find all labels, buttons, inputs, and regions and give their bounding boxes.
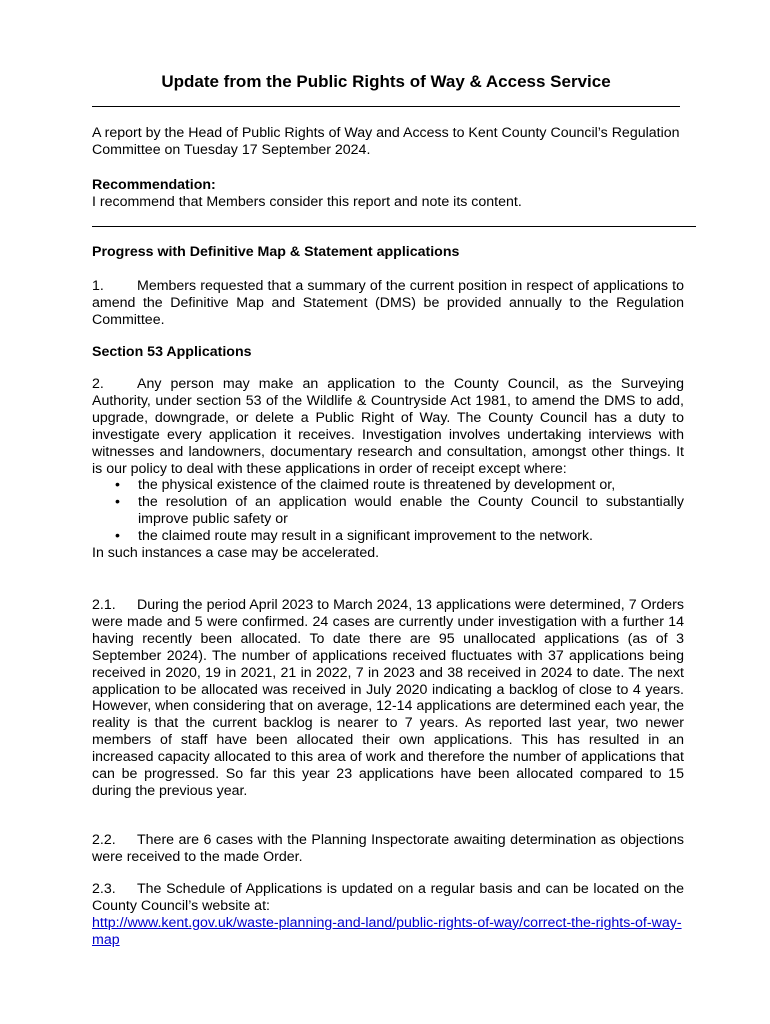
list-item: • the resolution of an application would enable the County Council to substantially improve public safety or (115, 494, 684, 528)
paragraph-text: The Schedule of Applications is updated on a regular basis and can be located on the County Council’s website at: (92, 881, 684, 914)
bullet-icon: • (115, 528, 120, 545)
paragraph-2-3-body (92, 881, 684, 915)
recommendation-divider (92, 226, 696, 227)
paragraph-2 (92, 376, 684, 562)
title-divider (92, 106, 680, 107)
section-heading-progress: Progress with Definitive Map & Statement applications (92, 244, 460, 260)
paragraph-text: There are 6 cases with the Planning Inspectorate awaiting determination as objections were received to the made Order. (92, 832, 684, 865)
bullet-icon: • (115, 494, 120, 511)
section-heading-section-53: Section 53 Applications (92, 344, 252, 360)
paragraph-text: Any person may make an application to the County Council, as the Surveying Authority, under section 53 of the Wildlife & Countryside Act 1981, to amend the DMS to add, upgrade, downgrade, or delete a Public Right of Way. The County Council has a duty to investigate every application it receives. Investigation involves undertaking interviews with witnesses and landowners, documentary research and consultation, amongst other things. It is our policy to deal with these applications in order of receipt except where: (92, 376, 684, 477)
paragraph-1 (92, 278, 684, 329)
paragraph-number: 2. (92, 376, 104, 392)
page-title: Update from the Public Rights of Way & Access Service (161, 72, 611, 91)
bullet-icon: • (115, 477, 120, 494)
paragraph-text: Members requested that a summary of the current position in respect of applications to amend the Definitive Map and Statement (DMS) be provided annually to the Regulation Committee. (92, 278, 684, 328)
paragraph-text: During the period April 2023 to March 2024, 13 applications were determined, 7 Orders were made and 5 were confirmed. 24 cases are currently under investigation with a further 14 having recently been allocated. To date there are 95 unallocated applications (as of 3 September 2024). The number of applications received fluctuates with 37 applications being received in 2020, 19 in 2021, 21 in 2022, 7 in 2023 and 38 received in 2024 to date. The next application to be allocated was received in July 2020 indicating a backlog of close to 4 years. However, when considering that on average, 12-14 applications are determined each year, the reality is that the current backlog is nearer to 7 years. As reported last year, two newer members of staff have been allocated their own applications. This has resulted in an increased capacity allocated to this area of work and therefore the number of applications that can be progressed. So far this year 23 applications have been allocated compared to 15 during the previous year. (92, 597, 684, 799)
paragraph-2-1 (92, 597, 684, 800)
recommendation-text: I recommend that Members consider this report and note its content. (92, 193, 522, 210)
paragraph-number: 2.2. (92, 832, 116, 848)
paragraph-2-body (92, 376, 684, 477)
list-item: • the physical existence of the claimed route is threatened by development or, (115, 477, 616, 494)
list-item: • the claimed route may result in a significant improvement to the network. (115, 528, 593, 545)
paragraph-2-2 (92, 832, 684, 866)
schedule-of-applications-link[interactable]: http://www.kent.gov.uk/waste-planning-and-land/public-rights-of-way/correct-the-rights-of-way-map (92, 914, 682, 948)
paragraph-number: 2.3. (92, 881, 116, 897)
paragraph-number: 1. (92, 278, 104, 294)
exception-list (92, 477, 684, 545)
paragraph-2-closing: In such instances a case may be accelerated. (92, 545, 380, 562)
recommendation-block (92, 177, 684, 211)
recommendation-heading: Recommendation: (92, 177, 216, 193)
intro-paragraph: A report by the Head of Public Rights of Way and Access to Kent County Council’s Regulation Committee on Tuesday 17 September 2024. (92, 125, 680, 158)
paragraph-number: 2.1. (92, 597, 116, 613)
paragraph-2-3 (92, 881, 684, 949)
